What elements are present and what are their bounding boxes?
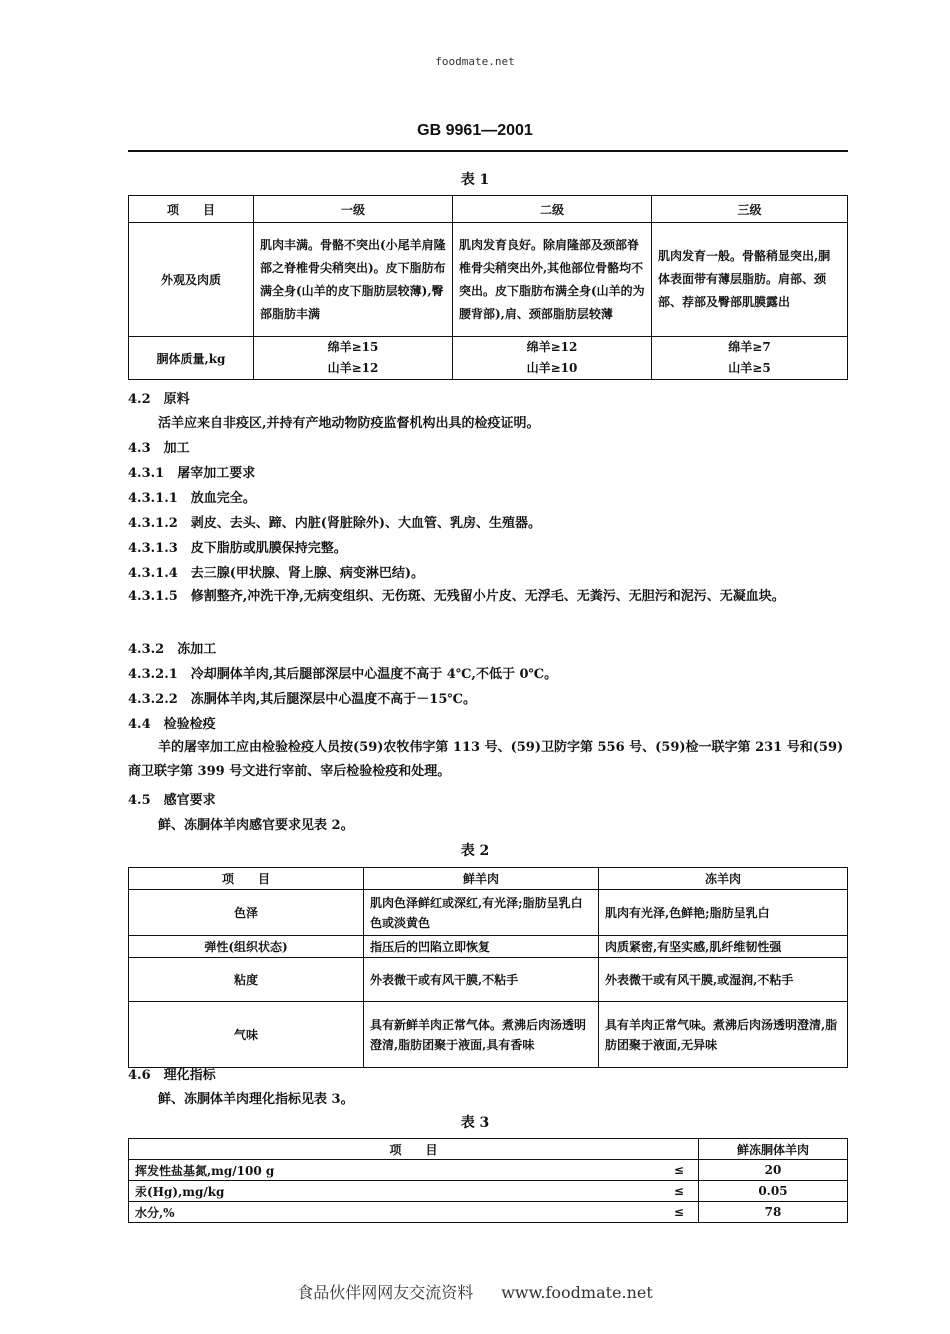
- table1-mass-grade2: [453, 337, 652, 380]
- table1-appearance-grade2: 肌肉发育良好。除肩隆部及颈部脊椎骨尖稍突出外,其他部位骨骼均不突出。皮下脂肪布满全身(山羊的为腰背部),肩、颈部脂肪层较薄: [453, 223, 652, 337]
- table2-row-item: 气味: [129, 1002, 364, 1068]
- paragraph-4-4: 羊的屠宰加工应由检验检疫人员按(59)农牧伟字第 113 号、(59)卫防字第 556 号、(59)检一联字第 231 号和(59)商卫联字第 399 号文进行宰前、宰后检验检疫和处理。: [128, 740, 844, 779]
- mass-sheep-grade2: 绵羊≥12: [526, 340, 578, 354]
- standard-code: GB 9961—2001: [417, 122, 533, 139]
- section-4-3-1-4: 4.3.1.4 去三腺(甲状腺、肾上腺、病变淋巴结)。: [128, 566, 425, 581]
- paragraph-4-5: 鲜、冻胴体羊肉感官要求见表 2。: [158, 818, 354, 833]
- section-4-2: 4.2 原料: [128, 392, 190, 407]
- table2-row-frozen: 具有羊肉正常气味。煮沸后肉汤透明澄清,脂肪团聚于液面,无异味: [599, 1002, 848, 1068]
- table3-row-item: 水分,%: [129, 1202, 638, 1223]
- table3-row-item: 挥发性盐基氮,mg/100 g: [129, 1160, 638, 1181]
- table2-row-fresh: 外表微干或有风干膜,不粘手: [364, 958, 599, 1002]
- table1-header-item: 项 目: [129, 196, 254, 223]
- table3-row-op: ≤: [638, 1181, 699, 1202]
- table3-row-item: 汞(Hg),mg/kg: [129, 1181, 638, 1202]
- mass-sheep-grade1: 绵羊≥15: [327, 340, 379, 354]
- mass-goat-grade3: 山羊≥5: [728, 361, 771, 375]
- mass-goat-grade2: 山羊≥10: [526, 361, 578, 375]
- table3-caption: 表 3: [460, 1115, 490, 1131]
- section-4-4: 4.4 检验检疫: [128, 717, 216, 732]
- table1-appearance-grade1: 肌肉丰满。骨骼不突出(小尾羊肩隆部之脊椎骨尖稍突出)。皮下脂肪布满全身(山羊的皮下脂肪层较薄),臀部脂肪丰满: [254, 223, 453, 337]
- section-4-3-1: 4.3.1 屠宰加工要求: [128, 466, 256, 481]
- table2-row-frozen: 肌肉有光泽,色鲜艳;脂肪呈乳白: [599, 890, 848, 936]
- section-4-6: 4.6 理化指标: [128, 1068, 216, 1083]
- table2-row-frozen: 肉质紧密,有坚实感,肌纤维韧性强: [599, 936, 848, 958]
- table2-row-fresh: 指压后的凹陷立即恢复: [364, 936, 599, 958]
- section-4-3-1-3: 4.3.1.3 皮下脂肪或肌膜保持完整。: [128, 541, 347, 556]
- table2-row-item: 色泽: [129, 890, 364, 936]
- section-4-3-2-2: 4.3.2.2 冻胴体羊肉,其后腿深层中心温度不高于－15℃。: [128, 692, 476, 707]
- mass-goat-grade1: 山羊≥12: [327, 361, 379, 375]
- table2-header-frozen: 冻羊肉: [599, 868, 848, 890]
- section-4-3-2: 4.3.2 冻加工: [128, 642, 217, 657]
- table1-mass-label: 胴体质量,kg: [129, 337, 254, 380]
- table1-mass-grade1: [254, 337, 453, 380]
- site-watermark: foodmate.net: [435, 55, 515, 68]
- table1-header-grade2: 二级: [453, 196, 652, 223]
- table3-row-value: 0.05: [698, 1181, 847, 1202]
- section-4-3-2-1: 4.3.2.1 冷却胴体羊肉,其后腿部深层中心温度不高于 4℃,不低于 0℃。: [128, 667, 558, 682]
- table3-header-value: 鲜冻胴体羊肉: [698, 1139, 847, 1160]
- header-rule: [128, 150, 848, 152]
- table2-caption: 表 2: [460, 843, 490, 859]
- table3-row-op: ≤: [638, 1202, 699, 1223]
- table3: [128, 1138, 848, 1223]
- table1-caption: 表 1: [460, 172, 490, 188]
- section-4-3-1-1: 4.3.1.1 放血完全。: [128, 491, 256, 506]
- footer-url: www.foodmate.net: [501, 1283, 653, 1302]
- mass-sheep-grade3: 绵羊≥7: [728, 340, 771, 354]
- table2-header-item: 项 目: [129, 868, 364, 890]
- table2: [128, 867, 848, 1068]
- table3-row-op: ≤: [638, 1160, 699, 1181]
- table2-row-item: 弹性(组织状态): [129, 936, 364, 958]
- table1-appearance-grade3: 肌肉发育一般。骨骼稍显突出,胴体表面带有薄层脂肪。肩部、颈部、荐部及臀部肌膜露出: [652, 223, 848, 337]
- table2-row-frozen: 外表微干或有风干膜,或湿润,不粘手: [599, 958, 848, 1002]
- paragraph-4-6: 鲜、冻胴体羊肉理化指标见表 3。: [158, 1092, 354, 1107]
- table1-header-grade1: 一级: [254, 196, 453, 223]
- table2-row-item: 粘度: [129, 958, 364, 1002]
- table3-header-item: 项 目: [129, 1139, 699, 1160]
- table3-row-value: 20: [698, 1160, 847, 1181]
- footer-text: 食品伙伴网网友交流资料: [297, 1283, 474, 1302]
- section-4-5: 4.5 感官要求: [128, 793, 216, 808]
- table2-header-fresh: 鲜羊肉: [364, 868, 599, 890]
- table1-appearance-label: 外观及肉质: [129, 223, 254, 337]
- table2-row-fresh: 肌肉色泽鲜红或深红,有光泽;脂肪呈乳白色或淡黄色: [364, 890, 599, 936]
- table1: [128, 195, 848, 380]
- table1-header-grade3: 三级: [652, 196, 848, 223]
- section-4-3: 4.3 加工: [128, 441, 190, 456]
- paragraph-4-2: 活羊应来自非疫区,并持有产地动物防疫监督机构出具的检疫证明。: [158, 416, 540, 431]
- section-4-3-1-5: 4.3.1.5 修割整齐,冲洗干净,无病变组织、无伤斑、无残留小片皮、无浮毛、无粪污、无胆污和泥污、无凝血块。: [128, 589, 785, 604]
- table1-mass-grade3: [652, 337, 848, 380]
- table2-row-fresh: 具有新鲜羊肉正常气体。煮沸后肉汤透明澄清,脂肪团聚于液面,具有香味: [364, 1002, 599, 1068]
- table3-row-value: 78: [698, 1202, 847, 1223]
- section-4-3-1-2: 4.3.1.2 剥皮、去头、蹄、内脏(肾脏除外)、大血管、乳房、生殖器。: [128, 516, 542, 531]
- footer-watermark: [0, 1280, 950, 1303]
